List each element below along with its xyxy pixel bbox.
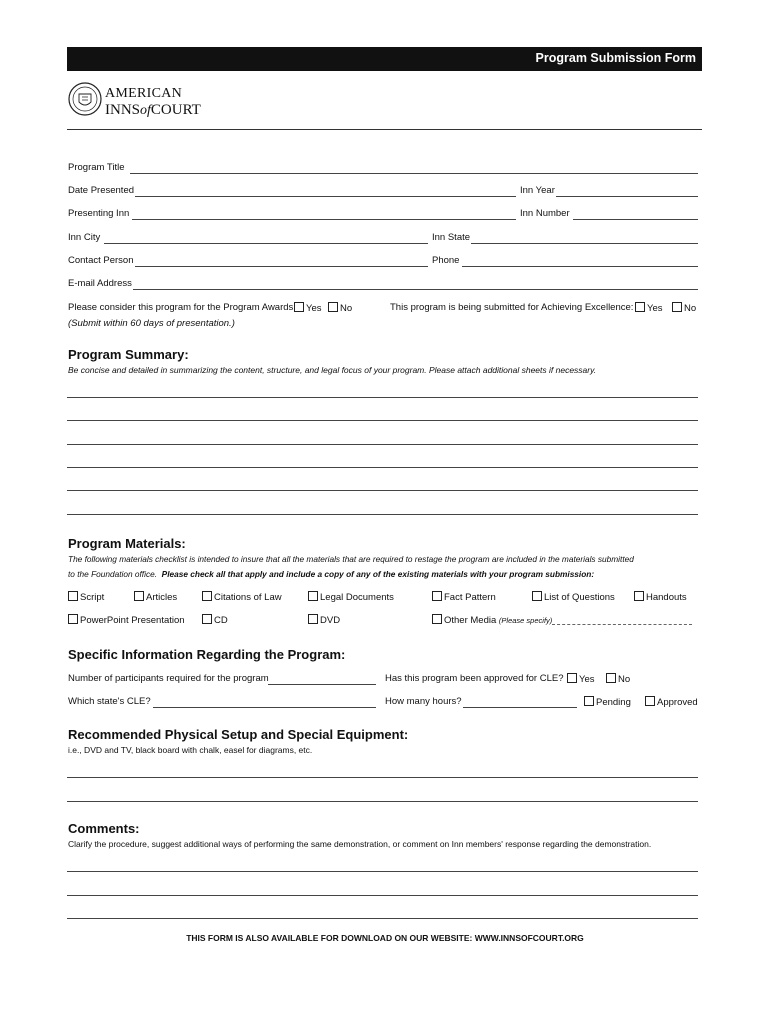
email-label: E-mail Address <box>68 278 132 289</box>
dvd-checkbox[interactable] <box>308 614 318 624</box>
inn-state-field[interactable] <box>471 243 698 244</box>
pending-checkbox[interactable] <box>584 696 594 706</box>
presenting-inn-label: Presenting Inn <box>68 208 130 219</box>
articles-checkbox[interactable] <box>134 591 144 601</box>
form-title: Program Submission Form <box>535 51 696 65</box>
inn-number-label: Inn Number <box>520 208 570 219</box>
summary-line-3[interactable] <box>67 444 698 445</box>
fact-pattern-checkbox[interactable] <box>432 591 442 601</box>
material-dvd[interactable]: DVD <box>308 614 340 626</box>
presenting-inn-field[interactable] <box>132 219 516 220</box>
awards-question: Please consider this program for the Program Awards: <box>68 302 296 313</box>
header-rule <box>67 129 702 130</box>
material-script[interactable]: Script <box>68 591 104 603</box>
state-cle-label: Which state's CLE? <box>68 696 151 707</box>
summary-heading: Program Summary: <box>68 347 189 362</box>
program-title-field[interactable] <box>130 173 698 174</box>
approved-checkbox[interactable] <box>645 696 655 706</box>
awards-no-checkbox[interactable] <box>328 302 338 312</box>
inn-city-label: Inn City <box>68 232 101 243</box>
material-powerpoint[interactable]: PowerPoint Presentation <box>68 614 185 626</box>
cle-yes-checkbox[interactable] <box>567 673 577 683</box>
materials-heading: Program Materials: <box>68 536 186 551</box>
logo-line1: AMERICAN <box>105 86 183 101</box>
awards-note: (Submit within 60 days of presentation.) <box>68 318 235 329</box>
summary-line-5[interactable] <box>67 490 698 491</box>
hours-label: How many hours? <box>385 696 462 707</box>
logo-line2 <box>105 102 201 119</box>
setup-description: i.e., DVD and TV, black board with chalk, easel for diagrams, etc. <box>68 745 313 755</box>
contact-person-label: Contact Person <box>68 255 134 266</box>
powerpoint-checkbox[interactable] <box>68 614 78 624</box>
cle-yes-option[interactable]: Yes <box>567 673 595 685</box>
approved-option[interactable]: Approved <box>645 696 698 708</box>
material-legal-documents[interactable]: Legal Documents <box>308 591 394 603</box>
material-cd[interactable]: CD <box>202 614 228 626</box>
email-field[interactable] <box>133 289 698 290</box>
material-fact-pattern[interactable]: Fact Pattern <box>432 591 496 603</box>
handouts-checkbox[interactable] <box>634 591 644 601</box>
logo-court: COURT <box>150 102 201 118</box>
date-presented-label: Date Presented <box>68 185 135 196</box>
summary-description: Be concise and detailed in summarizing the content, structure, and legal focus of your program. Please attach additional sheets if necessary. <box>68 365 597 375</box>
summary-line-2[interactable] <box>67 420 698 421</box>
citations-checkbox[interactable] <box>202 591 212 601</box>
script-checkbox[interactable] <box>68 591 78 601</box>
materials-description-1: The following materials checklist is intended to insure that all the materials that are required to restage the program are included in the materials submitted <box>68 554 634 564</box>
state-cle-field[interactable] <box>153 707 376 708</box>
cd-checkbox[interactable] <box>202 614 212 624</box>
legal-documents-checkbox[interactable] <box>308 591 318 601</box>
material-articles[interactable]: Articles <box>134 591 177 603</box>
summary-line-1[interactable] <box>67 397 698 398</box>
summary-line-6[interactable] <box>67 514 698 515</box>
inn-year-label: Inn Year <box>520 185 555 196</box>
cle-no-option[interactable]: No <box>606 673 630 685</box>
pending-option[interactable]: Pending <box>584 696 631 708</box>
other-media-field[interactable] <box>552 624 692 625</box>
inn-number-field[interactable] <box>573 219 698 220</box>
participants-label: Number of participants required for the program <box>68 673 269 684</box>
comments-line-3[interactable] <box>67 918 698 919</box>
date-presented-field[interactable] <box>135 196 516 197</box>
excellence-no-checkbox[interactable] <box>672 302 682 312</box>
material-other-media[interactable]: Other Media (Please specify) <box>432 614 552 626</box>
comments-heading: Comments: <box>68 821 140 836</box>
program-title-label: Program Title <box>68 162 125 173</box>
cle-no-checkbox[interactable] <box>606 673 616 683</box>
logo-inns: INNS <box>105 102 141 118</box>
setup-heading: Recommended Physical Setup and Special Equipment: <box>68 727 409 742</box>
setup-line-1[interactable] <box>67 777 698 778</box>
excellence-no-option[interactable]: No <box>672 302 696 314</box>
inn-state-label: Inn State <box>432 232 471 243</box>
hours-field[interactable] <box>463 707 577 708</box>
comments-line-1[interactable] <box>67 871 698 872</box>
material-questions[interactable]: List of Questions <box>532 591 615 603</box>
cle-question: Has this program been approved for CLE? <box>385 673 564 684</box>
material-citations[interactable]: Citations of Law <box>202 591 282 603</box>
participants-field[interactable] <box>268 684 376 685</box>
setup-line-2[interactable] <box>67 801 698 802</box>
footer-note: THIS FORM IS ALSO AVAILABLE FOR DOWNLOAD ON OUR WEBSITE: WWW.INNSOFCOURT.ORG <box>186 933 584 943</box>
specific-heading: Specific Information Regarding the Program: <box>68 647 346 662</box>
questions-checkbox[interactable] <box>532 591 542 601</box>
materials-description-2: to the Foundation office. Please check all that apply and include a copy of any of the existing materials with your program submission: <box>68 569 595 579</box>
material-handouts[interactable]: Handouts <box>634 591 687 603</box>
summary-line-4[interactable] <box>67 467 698 468</box>
phone-label: Phone <box>432 255 460 266</box>
contact-person-field[interactable] <box>135 266 428 267</box>
excellence-question: This program is being submitted for Achieving Excellence: <box>390 302 634 313</box>
awards-yes-option[interactable]: Yes <box>294 302 322 314</box>
awards-yes-checkbox[interactable] <box>294 302 304 312</box>
header-bar <box>67 47 702 71</box>
inn-year-field[interactable] <box>556 196 698 197</box>
awards-no-option[interactable]: No <box>328 302 352 314</box>
comments-description: Clarify the procedure, suggest additional ways of performing the same demonstration, or comment on Inn members' response regarding the demonstration. <box>68 839 652 849</box>
logo <box>67 80 217 120</box>
inn-city-field[interactable] <box>104 243 428 244</box>
excellence-yes-checkbox[interactable] <box>635 302 645 312</box>
logo-of: of <box>140 103 151 118</box>
phone-field[interactable] <box>462 266 698 267</box>
other-media-checkbox[interactable] <box>432 614 442 624</box>
excellence-yes-option[interactable]: Yes <box>635 302 663 314</box>
seal-icon <box>67 80 107 120</box>
comments-line-2[interactable] <box>67 895 698 896</box>
